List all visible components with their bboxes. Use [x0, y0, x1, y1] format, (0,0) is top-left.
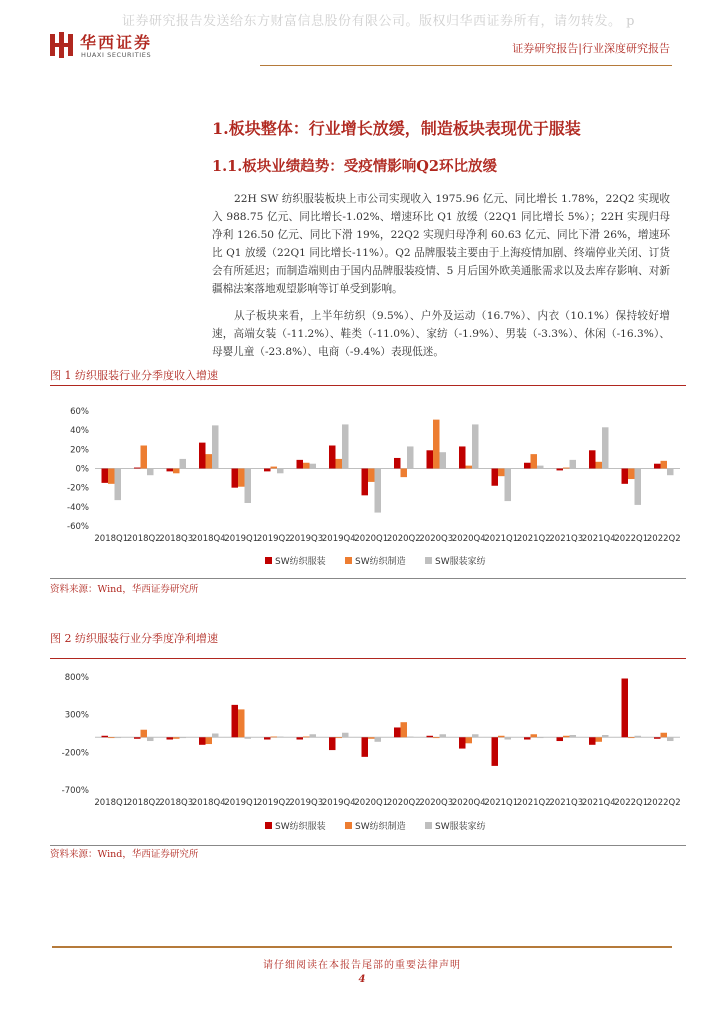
bar-SW服装家纺-2022Q2 — [667, 737, 674, 741]
report-type-label: 证券研究报告|行业深度研究报告 — [512, 42, 670, 55]
bar-SW纺织制造-2018Q1 — [108, 737, 115, 738]
bar-SW纺织服装-2021Q3 — [557, 737, 564, 741]
bar-SW服装家纺-2020Q1 — [375, 737, 382, 742]
bar-SW纺织制造-2019Q1 — [238, 709, 245, 737]
y-tick-label: -40% — [67, 502, 89, 513]
bar-SW服装家纺-2019Q2 — [277, 469, 284, 474]
page-number: 4 — [358, 974, 366, 985]
x-tick-label: 2021Q1 — [484, 534, 519, 544]
bar-SW服装家纺-2022Q2 — [667, 469, 674, 476]
bar-SW纺织服装-2020Q1 — [362, 737, 369, 757]
bar-SW服装家纺-2020Q3 — [440, 452, 447, 468]
bar-SW服装家纺-2019Q1 — [245, 469, 252, 504]
figure-source: 资料来源：Wind，华西证券研究所 — [50, 849, 199, 860]
bar-SW纺织服装-2018Q4 — [199, 737, 206, 745]
bar-SW服装家纺-2019Q4 — [342, 424, 349, 468]
x-tick-label: 2022Q1 — [614, 534, 649, 544]
x-tick-label: 2020Q4 — [451, 798, 486, 808]
x-tick-label: 2018Q1 — [94, 534, 129, 544]
legend-swatch — [425, 557, 432, 564]
figure-frame — [50, 385, 686, 579]
bar-SW纺织制造-2018Q4 — [206, 737, 213, 744]
bar-SW纺织服装-2018Q2 — [134, 468, 141, 469]
bar-SW服装家纺-2021Q3 — [570, 460, 577, 469]
bar-SW纺织服装-2020Q3 — [427, 450, 434, 468]
bar-SW纺织服装-2019Q3 — [297, 737, 304, 739]
legend-swatch — [425, 822, 432, 829]
bar-SW纺织制造-2020Q1 — [368, 469, 375, 482]
bar-SW服装家纺-2020Q1 — [375, 469, 382, 513]
x-tick-label: 2020Q1 — [354, 798, 389, 808]
bar-SW服装家纺-2018Q4 — [212, 425, 219, 468]
y-tick-label: 60% — [70, 407, 89, 417]
x-tick-label: 2020Q3 — [419, 534, 454, 544]
y-tick-label: -60% — [67, 522, 89, 532]
x-tick-label: 2022Q2 — [646, 534, 681, 544]
watermark-text: 证券研究报告发送给东方财富信息股份有限公司。版权归华西证券所有，请勿转发。 p — [122, 14, 635, 29]
bar-SW纺织制造-2020Q4 — [466, 466, 473, 469]
bar-SW纺织制造-2022Q2 — [661, 461, 668, 469]
bar-SW纺织服装-2019Q1 — [232, 469, 239, 488]
bar-SW服装家纺-2019Q1 — [245, 737, 252, 739]
revenue-growth-chart — [50, 386, 686, 578]
legend-swatch — [265, 557, 272, 564]
bar-SW服装家纺-2020Q4 — [472, 424, 479, 468]
footer-divider — [52, 946, 672, 948]
bar-SW纺织服装-2021Q4 — [589, 737, 596, 745]
bar-SW服装家纺-2022Q1 — [635, 736, 642, 738]
y-tick-label: -700% — [61, 786, 89, 796]
x-tick-label: 2021Q3 — [549, 534, 584, 544]
bar-SW纺织制造-2019Q2 — [271, 737, 278, 738]
bar-SW纺织制造-2021Q2 — [531, 734, 538, 737]
logo-english-name: HUAXI SECURITIES — [81, 51, 152, 59]
bar-SW服装家纺-2018Q1 — [115, 469, 122, 501]
y-tick-label: -200% — [61, 748, 89, 759]
bar-SW纺织制造-2021Q1 — [498, 736, 505, 738]
x-tick-label: 2021Q4 — [581, 534, 616, 544]
bar-SW纺织制造-2018Q3 — [173, 737, 180, 739]
bar-SW纺织服装-2018Q3 — [167, 469, 174, 472]
legend-label: SW纺织制造 — [355, 822, 406, 832]
bar-SW服装家纺-2021Q4 — [602, 735, 609, 737]
subsection-heading: 1.1.板块业绩趋势：受疫情影响Q2环比放缓 — [212, 158, 497, 175]
bar-SW服装家纺-2019Q3 — [310, 734, 317, 737]
bar-SW服装家纺-2018Q3 — [180, 737, 187, 738]
bar-SW纺织制造-2020Q3 — [433, 737, 440, 738]
bar-SW纺织制造-2022Q2 — [661, 733, 668, 738]
bar-SW纺织服装-2018Q4 — [199, 443, 206, 469]
bar-SW纺织服装-2019Q2 — [264, 737, 271, 739]
figure-source: 资料来源：Wind，华西证券研究所 — [50, 584, 199, 595]
bar-SW服装家纺-2018Q3 — [180, 459, 187, 469]
bar-SW服装家纺-2021Q3 — [570, 735, 577, 737]
x-tick-label: 2019Q2 — [256, 798, 291, 808]
x-tick-label: 2020Q2 — [386, 534, 421, 544]
y-tick-label: 800% — [64, 673, 89, 683]
legend-label: SW服装家纺 — [435, 557, 486, 567]
bar-SW纺织服装-2019Q1 — [232, 705, 239, 737]
legend-swatch — [345, 557, 352, 564]
bar-SW纺织服装-2022Q1 — [622, 469, 629, 484]
bar-SW纺织制造-2018Q1 — [108, 469, 115, 484]
bar-SW纺织制造-2018Q2 — [141, 446, 148, 469]
x-tick-label: 2018Q3 — [159, 798, 194, 808]
bar-SW纺织服装-2021Q3 — [557, 469, 564, 471]
x-tick-label: 2022Q2 — [646, 798, 681, 808]
bar-SW纺织制造-2021Q3 — [563, 736, 570, 738]
x-tick-label: 2019Q2 — [256, 534, 291, 544]
x-tick-label: 2018Q2 — [126, 798, 161, 808]
x-tick-label: 2021Q1 — [484, 798, 519, 808]
x-tick-label: 2019Q1 — [224, 534, 259, 544]
bar-SW纺织制造-2021Q2 — [531, 454, 538, 468]
x-tick-label: 2021Q3 — [549, 798, 584, 808]
bar-SW纺织服装-2018Q1 — [102, 469, 109, 483]
profit-growth-chart — [50, 659, 686, 845]
section-heading: 1.板块整体：行业增长放缓，制造板块表现优于服装 — [212, 119, 581, 138]
bar-SW纺织制造-2019Q3 — [303, 737, 310, 738]
bar-SW纺织制造-2020Q3 — [433, 420, 440, 469]
bar-SW纺织服装-2019Q4 — [329, 737, 336, 750]
bar-SW纺织制造-2018Q4 — [206, 454, 213, 468]
bar-SW服装家纺-2019Q4 — [342, 733, 349, 738]
y-tick-label: 0% — [75, 464, 89, 475]
x-tick-label: 2021Q4 — [581, 798, 616, 808]
bar-SW纺织制造-2019Q3 — [303, 463, 310, 469]
x-tick-label: 2021Q2 — [516, 534, 551, 544]
bar-SW纺织制造-2020Q2 — [401, 469, 408, 478]
bar-SW纺织服装-2021Q2 — [524, 463, 531, 469]
bar-SW纺织制造-2019Q4 — [336, 459, 343, 469]
body-paragraph: 从子板块来看，上半年纺织（9.5%）、户外及运动（16.7%）、内衣（10.1%）保持较好增速，高端女装（-11.2%）、鞋类（-11.0%）、家纺（-1.9%）、男装（-3.3%）、休闲（-16.3%）、母婴儿童（-23.8%）、电商（-9.4%）表现低迷。 — [212, 310, 670, 358]
bar-SW纺织制造-2021Q1 — [498, 469, 505, 477]
bar-SW纺织服装-2022Q1 — [622, 679, 629, 738]
bar-SW纺织服装-2020Q4 — [459, 737, 466, 748]
figure-frame — [50, 658, 686, 846]
bar-SW服装家纺-2018Q1 — [115, 737, 122, 738]
legend-label: SW服装家纺 — [435, 822, 486, 832]
company-logo — [50, 30, 210, 62]
body-paragraph: 22H SW 纺织服装板块上市公司实现收入 1975.96 亿元、同比增长 1.78%，22Q2 实现收入 988.75 亿元、同比增长-1.02%、增速环比 Q1 放缓（22Q1 同比增长 5%）；22H 实现归母净利 126.50 亿元、同比下滑 19%，22Q2 实现归母净利 60.63 亿元、同比下滑 26%，增速环比 Q1 放缓（22Q1 同比增长-11%）。Q2 品牌服装主要由于上海疫情加剧、终端停业关闭、订货会有所延迟；而制造端则由于国内品牌服装疫情、5 月后国外欧美通胀需求以及去库存影响、对新疆棉法案落地观望影响等订单受到影响。 — [212, 193, 670, 295]
bar-SW服装家纺-2020Q3 — [440, 734, 447, 737]
huaxi-logo-icon — [50, 32, 74, 58]
x-tick-label: 2018Q2 — [126, 534, 161, 544]
legend-label: SW纺织服装 — [275, 557, 326, 567]
bar-SW纺织制造-2019Q4 — [336, 737, 343, 738]
bar-SW纺织服装-2021Q4 — [589, 450, 596, 468]
bar-SW纺织服装-2018Q3 — [167, 737, 174, 739]
bar-SW纺织服装-2018Q2 — [134, 737, 141, 739]
bar-SW纺织服装-2022Q2 — [654, 464, 661, 469]
bar-SW纺织服装-2019Q3 — [297, 460, 304, 469]
y-tick-label: -20% — [67, 483, 89, 494]
legend-label: SW纺织制造 — [355, 557, 406, 567]
x-tick-label: 2020Q1 — [354, 534, 389, 544]
bar-SW纺织服装-2020Q4 — [459, 446, 466, 468]
bar-SW纺织服装-2021Q1 — [492, 737, 499, 766]
bar-SW服装家纺-2022Q1 — [635, 469, 642, 505]
bar-SW服装家纺-2019Q3 — [310, 464, 317, 469]
x-tick-label: 2019Q4 — [321, 798, 356, 808]
x-tick-label: 2020Q3 — [419, 798, 454, 808]
bar-SW纺织服装-2019Q4 — [329, 446, 336, 469]
legend-label: SW纺织服装 — [275, 822, 326, 832]
bar-SW服装家纺-2019Q2 — [277, 737, 284, 738]
bar-SW纺织服装-2020Q1 — [362, 469, 369, 496]
x-tick-label: 2018Q4 — [191, 798, 226, 808]
x-tick-label: 2021Q2 — [516, 798, 551, 808]
bar-SW纺织服装-2019Q2 — [264, 469, 271, 472]
x-tick-label: 2019Q1 — [224, 798, 259, 808]
bar-SW纺织制造-2018Q3 — [173, 469, 180, 474]
bar-SW服装家纺-2020Q4 — [472, 734, 479, 737]
x-tick-label: 2020Q2 — [386, 798, 421, 808]
bar-SW纺织制造-2021Q4 — [596, 462, 603, 469]
y-tick-label: 20% — [70, 445, 89, 456]
bar-SW纺织服装-2020Q3 — [427, 736, 434, 738]
x-tick-label: 2019Q3 — [289, 534, 324, 544]
legend-swatch — [345, 822, 352, 829]
bar-SW纺织服装-2020Q2 — [394, 727, 401, 737]
bar-SW服装家纺-2021Q1 — [505, 469, 512, 502]
x-tick-label: 2020Q4 — [451, 534, 486, 544]
bar-SW纺织制造-2020Q2 — [401, 722, 408, 737]
bar-SW纺织制造-2019Q1 — [238, 469, 245, 487]
legal-notice: 请仔细阅读在本报告尾部的重要法律声明 — [263, 960, 461, 971]
legend-swatch — [265, 822, 272, 829]
bar-SW纺织制造-2022Q1 — [628, 469, 635, 480]
bar-SW纺织制造-2022Q1 — [628, 737, 635, 738]
bar-SW服装家纺-2020Q2 — [407, 737, 414, 738]
x-tick-label: 2019Q3 — [289, 798, 324, 808]
x-tick-label: 2018Q4 — [191, 534, 226, 544]
header-divider — [260, 65, 672, 66]
bar-SW纺织服装-2018Q1 — [102, 736, 109, 738]
bar-SW纺织服装-2021Q1 — [492, 469, 499, 486]
bar-SW纺织制造-2020Q4 — [466, 737, 473, 743]
bar-SW服装家纺-2018Q2 — [147, 469, 154, 476]
figure-title: 图 2 纺织服装行业分季度净利增速 — [50, 632, 218, 645]
bar-SW服装家纺-2018Q4 — [212, 734, 219, 738]
x-tick-label: 2019Q4 — [321, 534, 356, 544]
x-tick-label: 2022Q1 — [614, 798, 649, 808]
bar-SW纺织服装-2020Q2 — [394, 458, 401, 469]
bar-SW纺织制造-2021Q4 — [596, 737, 603, 742]
bar-SW纺织制造-2018Q2 — [141, 730, 148, 738]
y-tick-label: 40% — [70, 426, 89, 437]
bar-SW纺织制造-2021Q3 — [563, 468, 570, 469]
bar-SW服装家纺-2021Q4 — [602, 427, 609, 468]
logo-chinese-name: 华西证券 — [80, 33, 153, 52]
bar-SW服装家纺-2021Q1 — [505, 737, 512, 739]
figure-title: 图 1 纺织服装行业分季度收入增速 — [50, 369, 218, 382]
x-tick-label: 2018Q3 — [159, 534, 194, 544]
bar-SW服装家纺-2018Q2 — [147, 737, 154, 741]
bar-SW服装家纺-2020Q2 — [407, 446, 414, 468]
bar-SW纺织制造-2020Q1 — [368, 737, 375, 739]
bar-SW纺织服装-2022Q2 — [654, 737, 661, 739]
bar-SW服装家纺-2021Q2 — [537, 737, 544, 738]
bar-SW纺织制造-2019Q2 — [271, 467, 278, 469]
bar-SW纺织服装-2021Q2 — [524, 737, 531, 739]
x-tick-label: 2018Q1 — [94, 798, 129, 808]
y-tick-label: 300% — [64, 710, 89, 721]
bar-SW服装家纺-2021Q2 — [537, 466, 544, 469]
